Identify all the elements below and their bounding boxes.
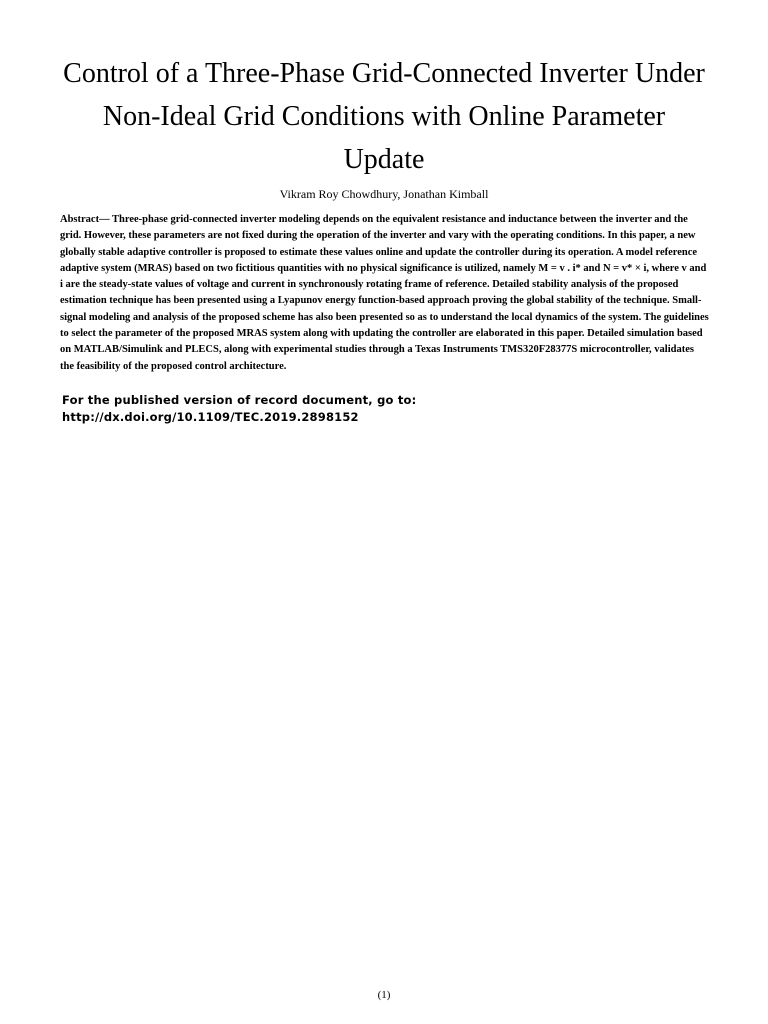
doi-link[interactable]: http://dx.doi.org/10.1109/TEC.2019.2898152 [62, 410, 359, 424]
abstract-text: Three-phase grid-connected inverter modeling depends on the equivalent resistance and inductance between the inverter and the grid. However, these parameters are not fixed during the operation of the inverter and vary with the operating conditions. In this paper, a new globally stable adaptive controller is proposed to estimate these values online and update the controller during its operation. A model reference adaptive system (MRAS) based on two fictitious quantities with no physical significance is utilized, namely M = v . i* and N = v* × i, where v and i are the steady-state values of voltage and current in synchronously rotating frame of reference. Detailed stability analysis of the proposed estimation technique has been presented using a Lyapunov energy function-based approach proving the global stability of the technique. Small-signal modeling and analysis of the proposed scheme has also been presented so as to understand the local dynamics of the system. The guidelines to select the parameter of the proposed MRAS system along with updating the controller are elaborated in this paper. Detailed simulation based on MATLAB/Simulink and PLECS, along with experimental studies through a Texas Instruments TMS320F28377S microcontroller, validates the feasibility of the proposed control architecture. [60, 214, 709, 372]
paper-title: Control of a Three-Phase Grid-Connected Inverter Under Non-Ideal Grid Conditions with Online Parameter Update [63, 58, 705, 175]
abstract [60, 212, 710, 375]
page-number: (1) [377, 989, 391, 1001]
abstract-label: Abstract— [60, 214, 110, 225]
paper-authors: Vikram Roy Chowdhury, Jonathan Kimball [279, 187, 489, 201]
published-version-notice [62, 392, 416, 426]
published-version-text: For the published version of record document, go to: [62, 393, 417, 407]
